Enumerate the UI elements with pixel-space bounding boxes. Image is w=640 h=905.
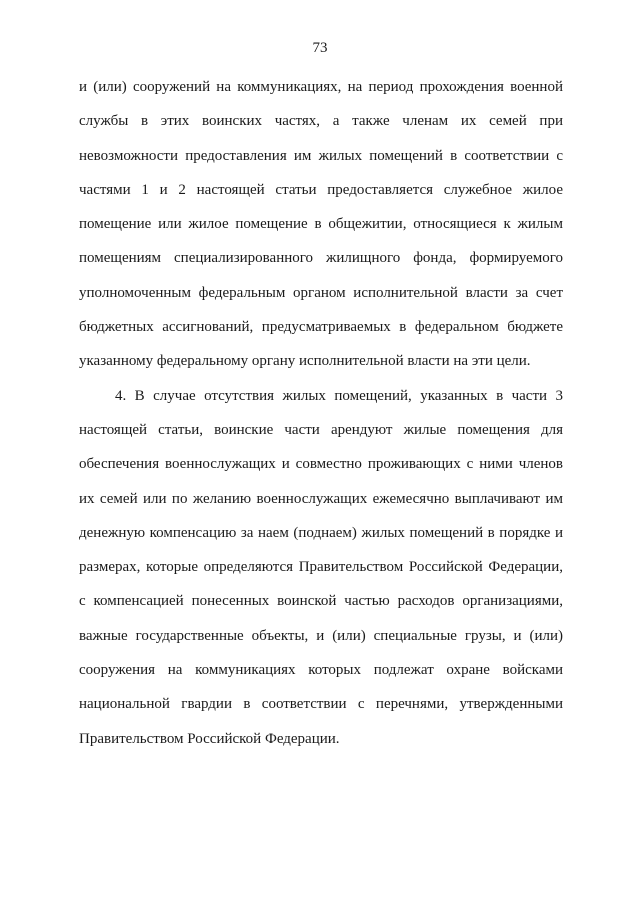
text-line: обеспечения военнослужащих и совместно проживающих с ними членов [79, 456, 563, 473]
text-line: важные государственные объекты, и (или) специальные грузы, и (или) [79, 627, 563, 644]
text-line: помещениям специализированного жилищного фонда, формируемого [79, 250, 563, 267]
paragraph-continuation [79, 76, 563, 385]
text-line: настоящей статьи, воинские части арендуют жилые помещения для [79, 421, 563, 438]
text-line: бюджетных ассигнований, предусматриваемых в федеральном бюджете [79, 319, 563, 336]
text-line: сооружения на коммуникациях которых подлежат охране войсками [79, 662, 563, 679]
paragraph-item-4 [79, 385, 563, 762]
text-line: национальной гвардии в соответствии с перечнями, утвержденными [79, 696, 563, 713]
text-line: и (или) сооружений на коммуникациях, на период прохождения военной [79, 79, 563, 95]
text-line: частями 1 и 2 настоящей статьи предоставляется служебное жилое [79, 181, 563, 198]
text-line: их семей или по желанию военнослужащих ежемесячно выплачивают им [79, 490, 563, 507]
text-line: 4. В случае отсутствия жилых помещений, указанных в части 3 [115, 387, 563, 404]
text-line: с компенсацией понесенных воинской частью расходов организациями, [79, 593, 563, 610]
text-line: указанному федеральному органу исполнительной власти на эти цели. [79, 353, 531, 370]
text-line: уполномоченным федеральным органом исполнительной власти за счет [79, 284, 563, 301]
text-line: денежную компенсацию за наем (поднаем) жилых помещений в порядке и [79, 524, 563, 541]
document-body [79, 76, 563, 762]
text-line: Правительством Российской Федерации. [79, 730, 340, 747]
text-line: размерах, которые определяются Правительством Российской Федерации, [79, 559, 563, 576]
text-line: службы в этих воинских частях, а также членам их семей при [79, 113, 563, 130]
page-number: 73 [312, 40, 328, 56]
text-line: помещение или жилое помещение в общежитии, относящиеся к жилым [79, 216, 563, 233]
text-line: невозможности предоставления им жилых помещений в соответствии с [79, 147, 563, 164]
